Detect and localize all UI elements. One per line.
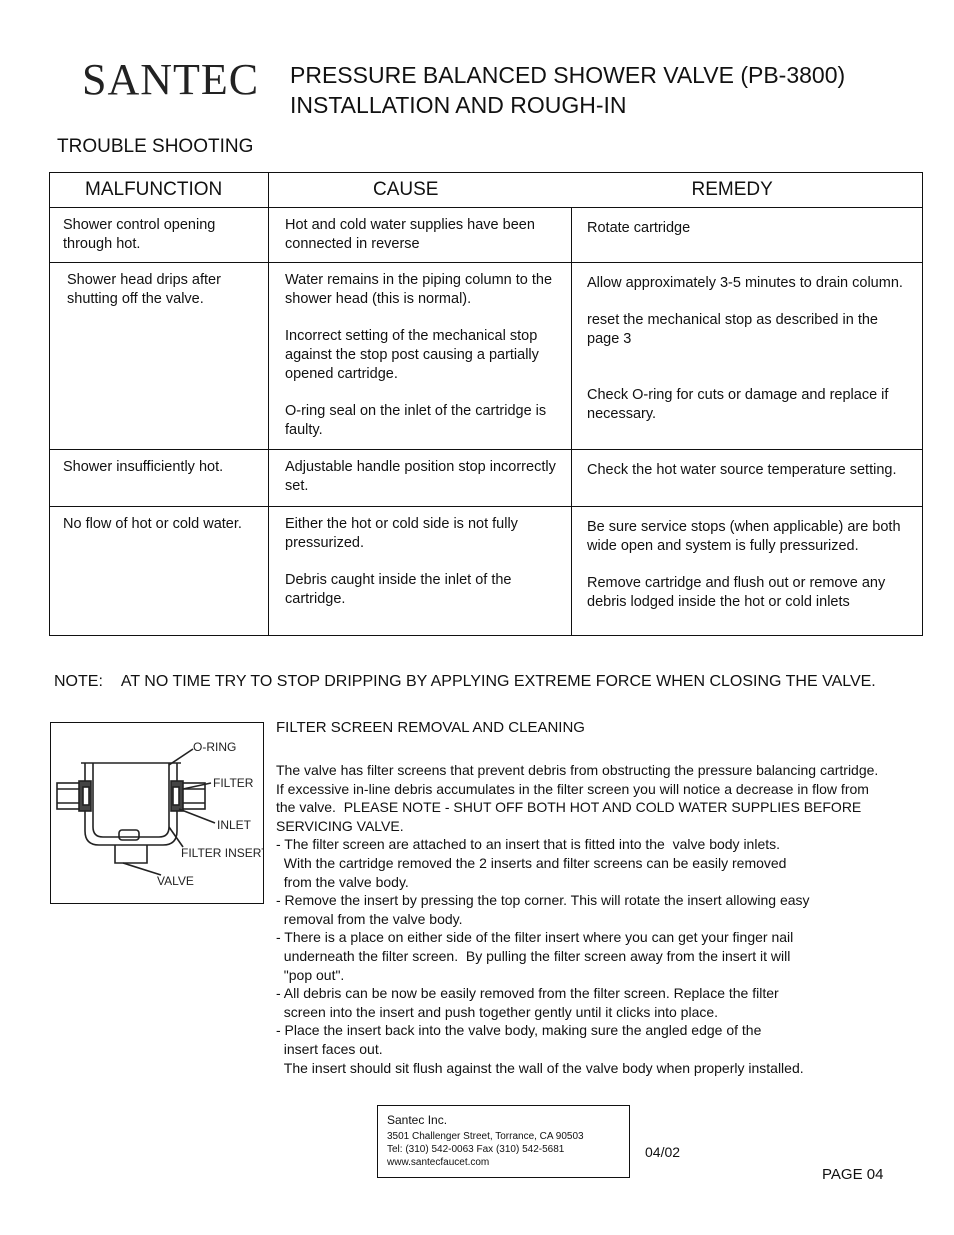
table-row	[50, 507, 923, 636]
title-line-1: PRESSURE BALANCED SHOWER VALVE (PB-3800)	[290, 62, 846, 88]
malfunction-text: Shower head drips after shutting off the valve.	[67, 272, 221, 307]
troubleshooting-table	[49, 172, 923, 636]
table-header-row	[50, 173, 923, 208]
cause-text: Either the hot or cold side is not fully pressurized.	[285, 516, 518, 551]
table-row	[50, 263, 923, 450]
company-contact-box	[377, 1105, 630, 1178]
cause-text: Incorrect setting of the mechanical stop against the stop post causing a partially opened cartridge.	[285, 328, 539, 382]
cause-cell	[269, 507, 572, 636]
filter-intro: The valve has filter screens that prevent debris from obstructing the pressure balancing cartridge. If excessive in-line debris accumulates in the filter screen you will notice a decrease in flow from the valve. PLEASE NOTE - SHUT OFF BOTH HOT AND COLD WATER SUPPLIES BEFORE SERVICING VALVE.	[276, 762, 887, 834]
remedy-text: Rotate cartridge	[587, 220, 691, 236]
malfunction-text: No flow of hot or cold water.	[63, 516, 242, 532]
filter-section-title: FILTER SCREEN REMOVAL AND CLEANING	[276, 719, 585, 736]
filter-step: - Place the insert back into the valve body, making sure the angled edge of the insert faces out. The insert should sit flush against the wall of the valve body when properly installed.	[276, 1022, 804, 1076]
cause-text: Debris caught inside the inlet of the cartridge.	[285, 572, 512, 607]
title-line-2: INSTALLATION AND ROUGH-IN	[290, 92, 627, 118]
filter-step: - There is a place on either side of the filter insert where you can get your finger nail underneath the filter screen. By pulling the filter screen away from the insert it will "pop out".	[276, 929, 794, 983]
table-row	[50, 208, 923, 263]
remedy-text: Check O-ring for cuts or damage and replace if necessary.	[587, 387, 889, 422]
inlet-label: INLET	[217, 818, 252, 832]
malfunction-cell	[50, 507, 269, 636]
valve-cross-section-drawing	[51, 723, 263, 903]
cause-text: Water remains in the piping column to the shower head (this is normal).	[285, 272, 553, 307]
remedy-text: Be sure service stops (when applicable) are both wide open and system is fully pressurized.	[587, 519, 901, 554]
malfunction-cell	[50, 263, 269, 450]
column-header-cause: CAUSE	[269, 173, 572, 208]
filter-section-body	[276, 761, 886, 1077]
warning-note	[54, 673, 876, 691]
remedy-cell	[572, 208, 923, 263]
table-row	[50, 450, 923, 507]
brand-logo: SANTEC	[82, 55, 260, 104]
malfunction-text: Shower control opening through hot.	[63, 217, 216, 252]
remedy-cell	[572, 450, 923, 507]
remedy-text: Allow approximately 3-5 minutes to drain column.	[587, 275, 903, 291]
note-text: AT NO TIME TRY TO STOP DRIPPING BY APPLYING EXTREME FORCE WHEN CLOSING THE VALVE.	[120, 673, 876, 690]
filter-label: FILTER	[213, 776, 254, 790]
malfunction-cell	[50, 208, 269, 263]
remedy-text: Check the hot water source temperature setting.	[587, 462, 897, 478]
company-phone: Tel: (310) 542-0063 Fax (310) 542-5681	[387, 1144, 565, 1155]
company-address: 3501 Challenger Street, Torrance, CA 90503	[387, 1131, 584, 1142]
remedy-cell	[572, 263, 923, 450]
page-title	[290, 60, 845, 120]
remedy-cell	[572, 507, 923, 636]
page-number: PAGE 04	[822, 1166, 884, 1183]
cause-cell	[269, 263, 572, 450]
cause-text: O-ring seal on the inlet of the cartridge is faulty.	[285, 403, 547, 438]
filter-step: - The filter screen are attached to an insert that is fitted into the valve body inlets. With the cartridge removed the 2 inserts and filter screens can be easily removed from the valve body.	[276, 836, 787, 890]
company-name: Santec Inc.	[387, 1113, 448, 1127]
oring-label: O-RING	[193, 740, 237, 754]
valve-diagram	[50, 722, 264, 904]
malfunction-text: Shower insufficiently hot.	[63, 459, 224, 475]
filter-step: - All debris can be now be easily removed from the filter screen. Replace the filter screen into the insert and push together gently until it clicks into place.	[276, 985, 779, 1020]
cause-text: Adjustable handle position stop incorrectly set.	[285, 459, 556, 494]
remedy-text: Remove cartridge and flush out or remove any debris lodged inside the hot or cold inlets	[587, 575, 886, 610]
column-header-remedy: REMEDY	[572, 173, 923, 208]
company-website: www.santecfaucet.com	[387, 1157, 490, 1168]
revision-date: 04/02	[645, 1144, 681, 1160]
cause-cell	[269, 208, 572, 263]
column-header-malfunction: MALFUNCTION	[50, 173, 269, 208]
filter-insert-label: FILTER INSERT	[181, 846, 263, 860]
cause-text: Hot and cold water supplies have been connected in reverse	[285, 217, 535, 252]
filter-step: - Remove the insert by pressing the top corner. This will rotate the insert allowing easy removal from the valve body.	[276, 892, 810, 927]
remedy-text: reset the mechanical stop as described in the page 3	[587, 312, 878, 347]
note-label: NOTE:	[54, 673, 103, 690]
cause-cell	[269, 450, 572, 507]
malfunction-cell	[50, 450, 269, 507]
troubleshooting-heading: TROUBLE SHOOTING	[57, 136, 254, 157]
valve-label: VALVE	[157, 874, 194, 888]
